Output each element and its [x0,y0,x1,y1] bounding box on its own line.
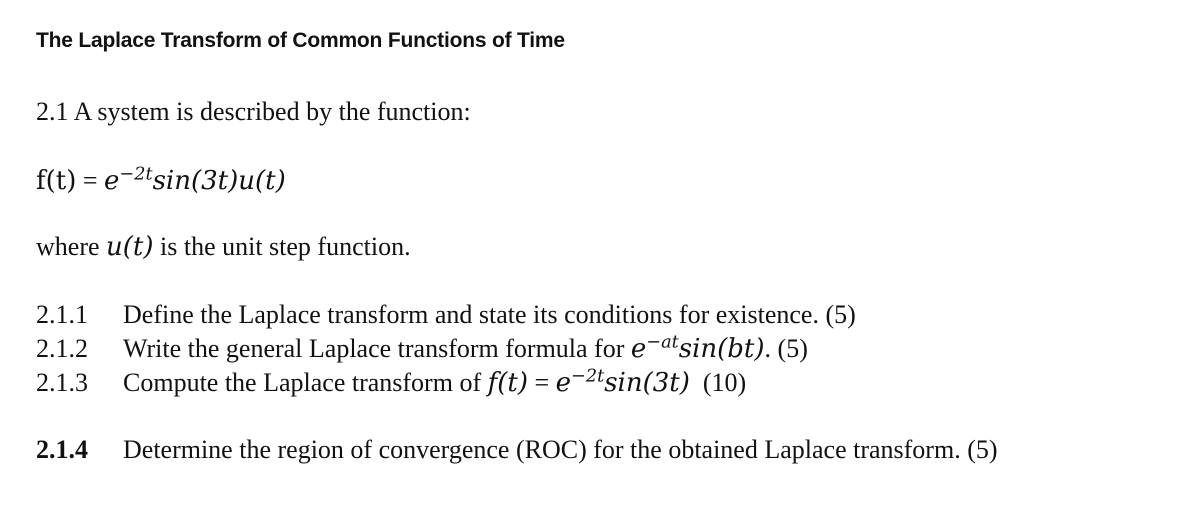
question-text: Determine the region of convergence (ROC) for the obtained Laplace transform. (5) [123,435,998,464]
question-text: Write the general Laplace transform formula for [123,334,631,363]
question-math-exponent: −2t [571,366,605,387]
function-rest: sin(3t)u(t) [152,166,286,196]
question-math-equals: = [527,368,556,397]
question-math-exponent: −at [646,332,679,353]
question-number: 2.1.2 [36,334,88,363]
question-math-lhs: f(t) [487,368,528,398]
function-equals: = [76,166,105,195]
question-math-rest: sin(bt) [678,334,765,364]
question-math-base: e [630,334,647,364]
question-math-base: e [555,368,572,398]
question-2-1-3 [36,366,747,398]
question-2-1-4 [36,437,998,463]
question-text: Compute the Laplace transform of [123,368,488,397]
where-prefix: where [36,232,107,261]
intro-text: 2.1 A system is described by the function: [36,97,471,126]
question-number: 2.1.1 [36,300,88,329]
function-lhs: f(t) [36,166,77,196]
where-clause [36,234,411,260]
question-number: 2.1.3 [36,368,88,397]
question-number: 2.1.4 [36,435,88,464]
function-base: e [104,166,120,196]
question-text: Define the Laplace transform and state its conditions for existence. (5) [123,300,856,329]
question-2-1-2 [36,332,808,364]
question-math-rest: sin(3t) [604,368,690,398]
question-2-1-1 [36,302,856,328]
function-exponent: −2t [119,164,153,185]
question-text-after: . (5) [764,334,808,363]
where-math: u(t) [106,232,154,262]
section-heading: The Laplace Transform of Common Functions of Time [36,29,565,52]
function-definition [36,164,286,196]
where-suffix: is the unit step function. [153,232,411,261]
question-text-after: (10) [689,368,747,397]
